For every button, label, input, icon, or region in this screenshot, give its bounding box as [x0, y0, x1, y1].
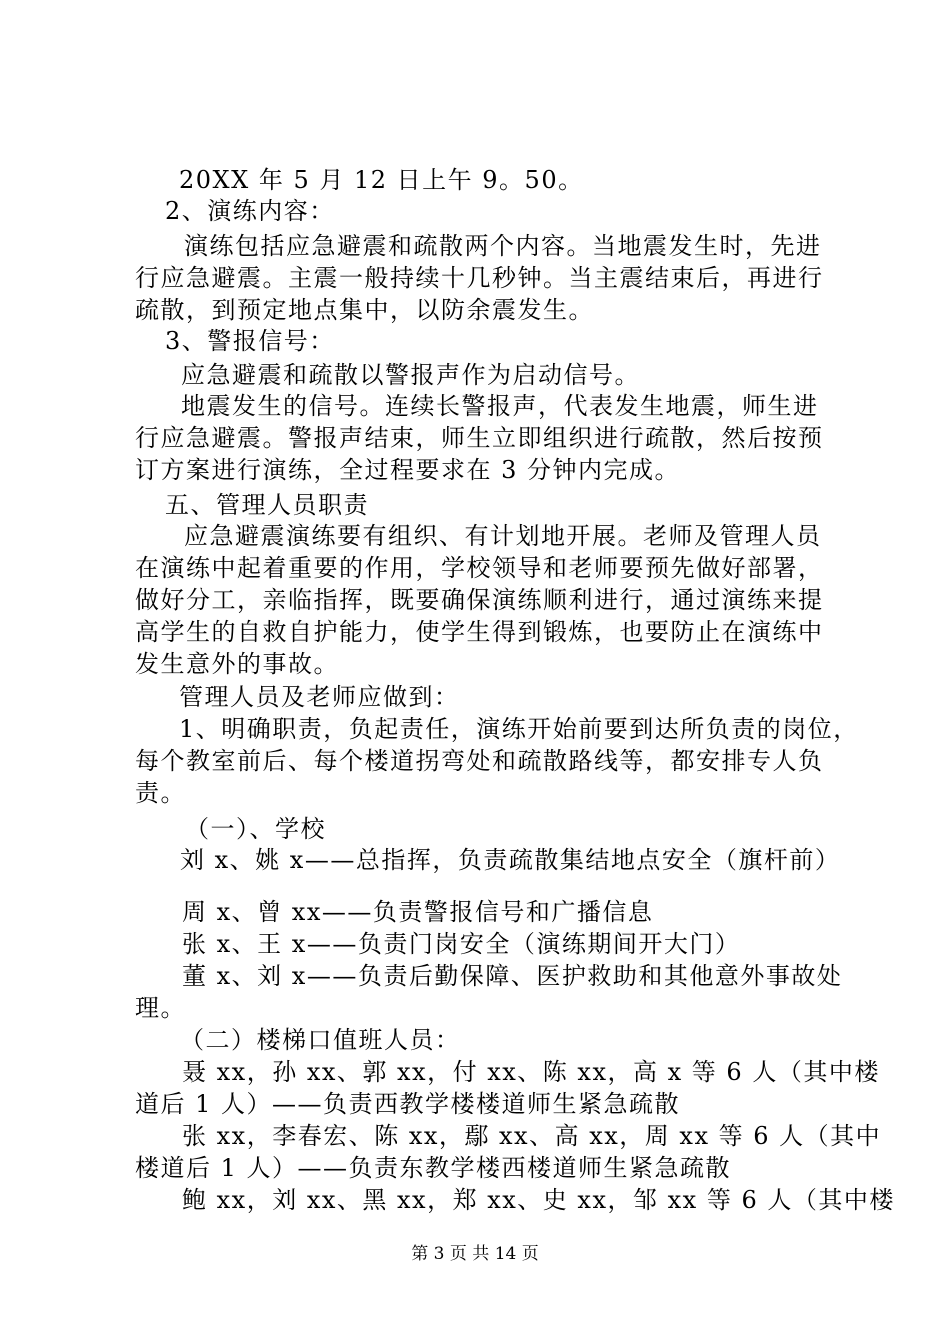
text-line: 在演练中起着重要的作用，学校领导和老师要预先做好部署，: [135, 554, 824, 582]
text-line: 刘 x、姚 x——总指挥，负责疏散集结地点安全（旗杆前）: [180, 846, 841, 874]
text-line: 周 x、曾 xx——负责警报信号和广播信息: [182, 898, 654, 926]
text-line: 2、演练内容：: [165, 197, 335, 225]
text-line: 聂 xx，孙 xx、郭 xx，付 xx、陈 xx，高 x 等 6 人（其中楼: [182, 1058, 880, 1086]
text-line: 理。: [135, 994, 186, 1022]
text-line: 20XX 年 5 月 12 日上午 9。50。: [179, 166, 584, 194]
text-line: 演练包括应急避震和疏散两个内容。当地震发生时，先进: [184, 232, 822, 260]
text-line: 地震发生的信号。连续长警报声，代表发生地震，师生进: [181, 392, 819, 420]
text-line: 每个教室前后、每个楼道拐弯处和疏散路线等，都安排专人负: [135, 747, 824, 775]
text-line: 行应急避震。主震一般持续十几秒钟。当主震结束后，再进行: [135, 264, 824, 292]
text-line: 责。: [135, 779, 186, 807]
text-line: 行应急避震。警报声结束，师生立即组织进行疏散，然后按预: [135, 424, 824, 452]
text-line: 应急避震演练要有组织、有计划地开展。老师及管理人员: [184, 522, 822, 550]
page-footer: 第 3 页 共 14 页: [411, 1244, 539, 1264]
text-line: （一）、学校: [185, 815, 326, 843]
text-line: 订方案进行演练，全过程要求在 3 分钟内完成。: [135, 456, 681, 484]
text-line: （二）楼梯口值班人员：: [180, 1026, 461, 1054]
text-line: 高学生的自救自护能力，使学生得到锻炼，也要防止在演练中: [135, 618, 824, 646]
text-line: 发生意外的事故。: [135, 650, 339, 678]
text-line: 董 x、刘 x——负责后勤保障、医护救助和其他意外事故处: [182, 962, 843, 990]
text-line: 张 x、王 x——负责门岗安全（演练期间开大门）: [182, 930, 741, 958]
text-line: 疏散，到预定地点集中，以防余震发生。: [135, 296, 594, 324]
text-line: 应急避震和疏散以警报声作为启动信号。: [181, 361, 640, 389]
text-line: 张 xx，李春宏、陈 xx，鄢 xx、高 xx，周 xx 等 6 人（其中: [182, 1122, 882, 1150]
text-line: 管理人员及老师应做到：: [179, 683, 460, 711]
text-line: 3、警报信号：: [165, 327, 335, 355]
text-line: 道后 1 人）——负责西教学楼楼道师生紧急疏散: [135, 1090, 681, 1118]
text-line: 楼道后 1 人）——负责东教学楼西楼道师生紧急疏散: [135, 1154, 732, 1182]
text-line: 1、明确职责，负起责任，演练开始前要到达所负责的岗位，: [179, 715, 859, 743]
text-line: 五、管理人员职责: [165, 491, 369, 519]
text-line: 鲍 xx，刘 xx、黑 xx，郑 xx、史 xx，邹 xx 等 6 人（其中楼: [182, 1186, 895, 1214]
text-line: 做好分工，亲临指挥，既要确保演练顺利进行，通过演练来提: [135, 586, 824, 614]
